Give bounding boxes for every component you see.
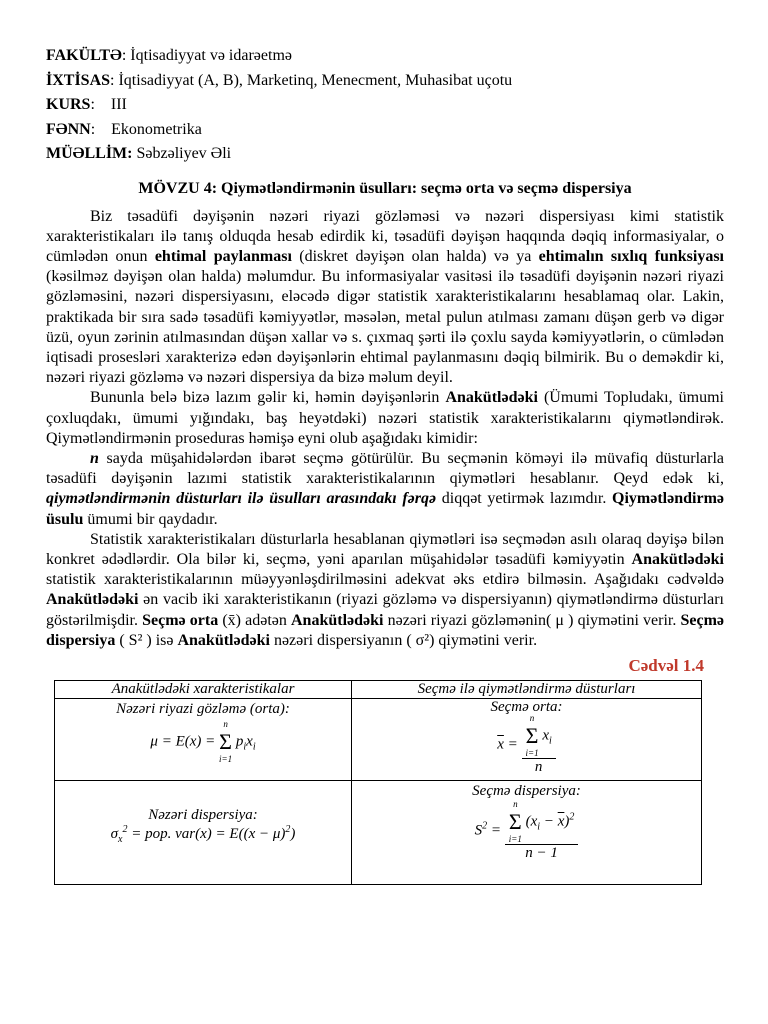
course-value: : III bbox=[90, 96, 127, 113]
teacher-label: MÜƏLLİM: bbox=[46, 145, 133, 162]
cell-variance bbox=[55, 780, 352, 884]
specialty-label: İXTİSAS bbox=[46, 71, 111, 89]
faculty-label: FAKÜLTƏ bbox=[46, 47, 122, 64]
table-header-population: Anakütlədəki xarakteristikalar bbox=[55, 680, 352, 698]
course-label: KURS bbox=[46, 96, 91, 113]
variance-formula: $\sigma_x^2$ = pop. $var(x) = E((x - \mu)^2)$ bbox=[110, 823, 296, 845]
sample-mean-formula: $\overline{x}$ = n Σ i=1 $x_i$ n bbox=[352, 714, 701, 776]
paragraph-2: Bununla belə bizə lazım gəlir ki, həmin dəyişənlərin Anakütlədəki (Ümumi Topludakı, ümumi çoxluqdakı, ümumi yığındakı, baş heyətdəki) nəzəri statistik xarakteristikalarını qiymətləndirək. Qiymətləndirmənin proseduras həmişə eyni olub aşağıdakı kimidir: bbox=[46, 389, 724, 447]
cell-sample-mean bbox=[352, 698, 702, 780]
cell-sample-variance bbox=[352, 780, 702, 884]
specialty-line bbox=[46, 69, 724, 94]
variance-title: Nəzəri dispersiya: bbox=[148, 806, 258, 823]
document-page bbox=[46, 44, 724, 885]
paragraph-1: Biz təsadüfi dəyişənin nəzəri riyazi gözləməsi və nəzəri dispersiyası kimi statistik xarakteristikaları ilə tanış olduqda hesab edirdik ki, təsadüfi dəyişən haqqında dəqiq informasiyalar, o cümlədən onun ehtimal paylanması (diskret dəyişən olan halda) və ya ehtimalın sıxlıq funksiyası (kəsilməz dəyişən olan halda) məlumdur. Bu informasiyalar vasitəsi ilə təsadüfi dəyişənin nəzəri riyazi gözləməsini, nəzəri dispersiyasını, eləcədə digər statistik xarakteristikalarını hesablamaq olar. Lakin, praktikada bir sıra sadə təsadüfi kəmiyyətlər, məsələn, metal pulun atılması zamanı düşən gerb və digər üzü, oyun zərinin atılmasından düşən xallar və s. çıxmaq şərti ilə çoxlu sayda kəmiyyətlərin, o cümlədən iqtisadi prosesləri xarakterizə edən dəyişənlərin ehtimal paylanmasını dəqiq bilmirik. Bu o deməkdir ki, nəzəri riyazi gözləmə və nəzəri dispersiya da bizə məlum deyil. bbox=[46, 207, 724, 387]
sample-mean-title: Seçmə orta: bbox=[490, 698, 563, 715]
paragraph-3: n sayda müşahidələrdən ibarət seçmə götürülür. Bu seçmənin köməyi ilə müvafiq düsturlarla təsadüfi dəyişənin lazımi statistik xarakteristikalarının qiymətləri hesablanır. Qeyd edək ki, qiymətləndirmənin düsturları ilə üsulları arasındakı fərqə diqqət yetirmək lazımdır. Qiymətləndirmə üsulu ümumi bir qaydadır. bbox=[46, 449, 724, 528]
expectation-formula: μ = E(x) = n Σ i=1 $p_ix_i$ bbox=[150, 718, 256, 764]
subject-label: FƏNN bbox=[46, 120, 91, 138]
sample-variance-title: Seçmə dispersiya: bbox=[472, 782, 581, 799]
table-header-sample: Seçmə ilə qiymətləndirmə düsturları bbox=[352, 680, 702, 698]
teacher-line bbox=[46, 142, 724, 167]
expectation-title: Nəzəri riyazi gözləmə (orta): bbox=[116, 700, 290, 717]
table-caption: Cədvəl 1.4 bbox=[628, 655, 704, 675]
specialty-value: : İqtisadiyyat (A, B), Marketinq, Menecment, Muhasibat uçotu bbox=[110, 71, 513, 89]
cell-expectation bbox=[55, 698, 352, 780]
teacher-value: Səbzəliyev Əli bbox=[132, 145, 232, 162]
topic-title: MÖVZU 4: Qiymətləndirmənin üsulları: seçmə orta və seçmə dispersiya bbox=[138, 179, 632, 197]
course-line bbox=[46, 93, 724, 118]
faculty-line bbox=[46, 44, 724, 69]
header-block bbox=[46, 44, 724, 167]
formula-table bbox=[54, 680, 702, 885]
faculty-value: : İqtisadiyyat və idarəetmə bbox=[121, 47, 292, 64]
sample-variance-formula: $S^2$ = n Σ i=1 $(x_i - \overline{x})^2$ n − 1 bbox=[352, 800, 701, 862]
subject-value: : Ekonometrika bbox=[90, 120, 202, 138]
paragraph-4: Statistik xarakteristikaları düsturlarla hesablanan qiymətləri isə seçmədən asılı olaraq dəyişə bilən konkret ədədlərdir. Ola bilər ki, seçmə, yəni aparılan müşahidələr təsadüfi kəmiyyətin Anakütlədəki statistik xarakteristikalarının müəyyənləşdirilməsini adekvat əks etdirə bilməsin. Aşağıdakı cədvəldə Anakütlədəki ən vacib iki xarakteristikanın (riyazi gözləmə və dispersiyanın) qiymətləndirmə düsturları göstərilmişdir. Seçmə orta (x̄) adətən Anakütlədəki nəzəri riyazi gözləmənin( μ ) qiymətini verir. Seçmə dispersiya ( S² ) isə Anakütlədəki nəzəri dispersiyanın ( σ²) qiymətini verir. bbox=[46, 530, 725, 649]
subject-line bbox=[46, 118, 724, 143]
